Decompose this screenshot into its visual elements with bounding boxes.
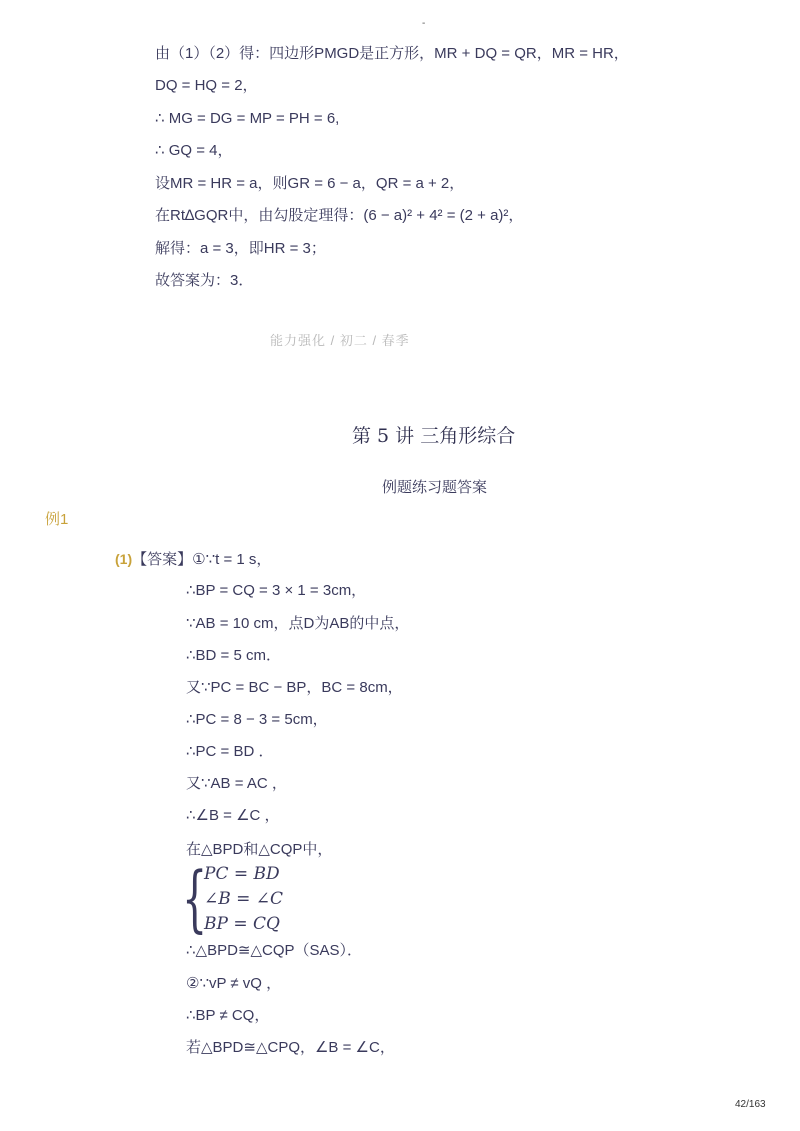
solution-line: 解得：a = 3，即HR = 3；: [155, 240, 326, 257]
lecture-title: 第 5 讲 三角形综合: [352, 425, 516, 447]
solution-line: ∴BD = 5 cm．: [186, 647, 281, 664]
header-mark: -: [422, 18, 426, 29]
answer-bracket: 【答案】: [132, 551, 193, 568]
solution-line: ∴ MG = DG = MP = PH = 6,: [155, 110, 340, 127]
part-tag: (1): [115, 551, 133, 567]
system-line: ∠B = ∠C: [204, 889, 284, 909]
solution-line: 故答案为：3．: [155, 272, 254, 289]
solution-line: ∴PC = BD ．: [186, 743, 274, 760]
solution-line: 又∵AB = AC ，: [186, 775, 287, 792]
solution-line: 设MR = HR = a，则GR = 6 − a，QR = a + 2，: [155, 175, 465, 192]
page-number: 42/163: [735, 1099, 766, 1110]
breadcrumb: 能力强化 / 初二 / 春季: [270, 333, 410, 348]
solution-line: 若△BPD≅△CPQ，∠B = ∠C，: [186, 1039, 395, 1056]
solution-line: ∵AB = 10 cm，点D为AB的中点，: [186, 615, 410, 632]
solution-line: 由（1）（2）得：四边形PMGD是正方形，MR + DQ = QR，MR = HR，: [155, 45, 629, 62]
solution-line: DQ = HQ = 2，: [155, 77, 258, 94]
solution-line: 又∵PC = BC − BP，BC = 8cm，: [186, 679, 403, 696]
solution-line: ∴∠B = ∠C ，: [186, 807, 280, 824]
system-line: PC = BD: [204, 864, 280, 884]
solution-line: ∴BP ≠ CQ，: [186, 1007, 270, 1024]
system-line: BP = CQ: [204, 914, 280, 934]
solution-line: ∴BP = CQ = 3 × 1 = 3cm，: [186, 582, 367, 599]
solution-line: 在Rt∆GQR中，由勾股定理得：(6 − a)² + 4² = (2 + a)²，: [155, 207, 524, 224]
section-subtitle: 例题练习题答案: [382, 479, 488, 496]
answer-first-line: ①∵t = 1 s，: [192, 551, 272, 568]
example-label: 例1: [45, 511, 69, 528]
solution-line: 在△BPD和△CQP中，: [186, 841, 333, 858]
solution-line: ∴PC = 8 − 3 = 5cm，: [186, 711, 328, 728]
solution-line: ②∵vP ≠ vQ ，: [186, 975, 282, 992]
solution-line: ∴ GQ = 4，: [155, 142, 233, 159]
left-brace: {: [182, 856, 208, 940]
solution-line: ∴△BPD≅△CQP（SAS）．: [186, 942, 363, 959]
answer-header: [115, 549, 271, 570]
